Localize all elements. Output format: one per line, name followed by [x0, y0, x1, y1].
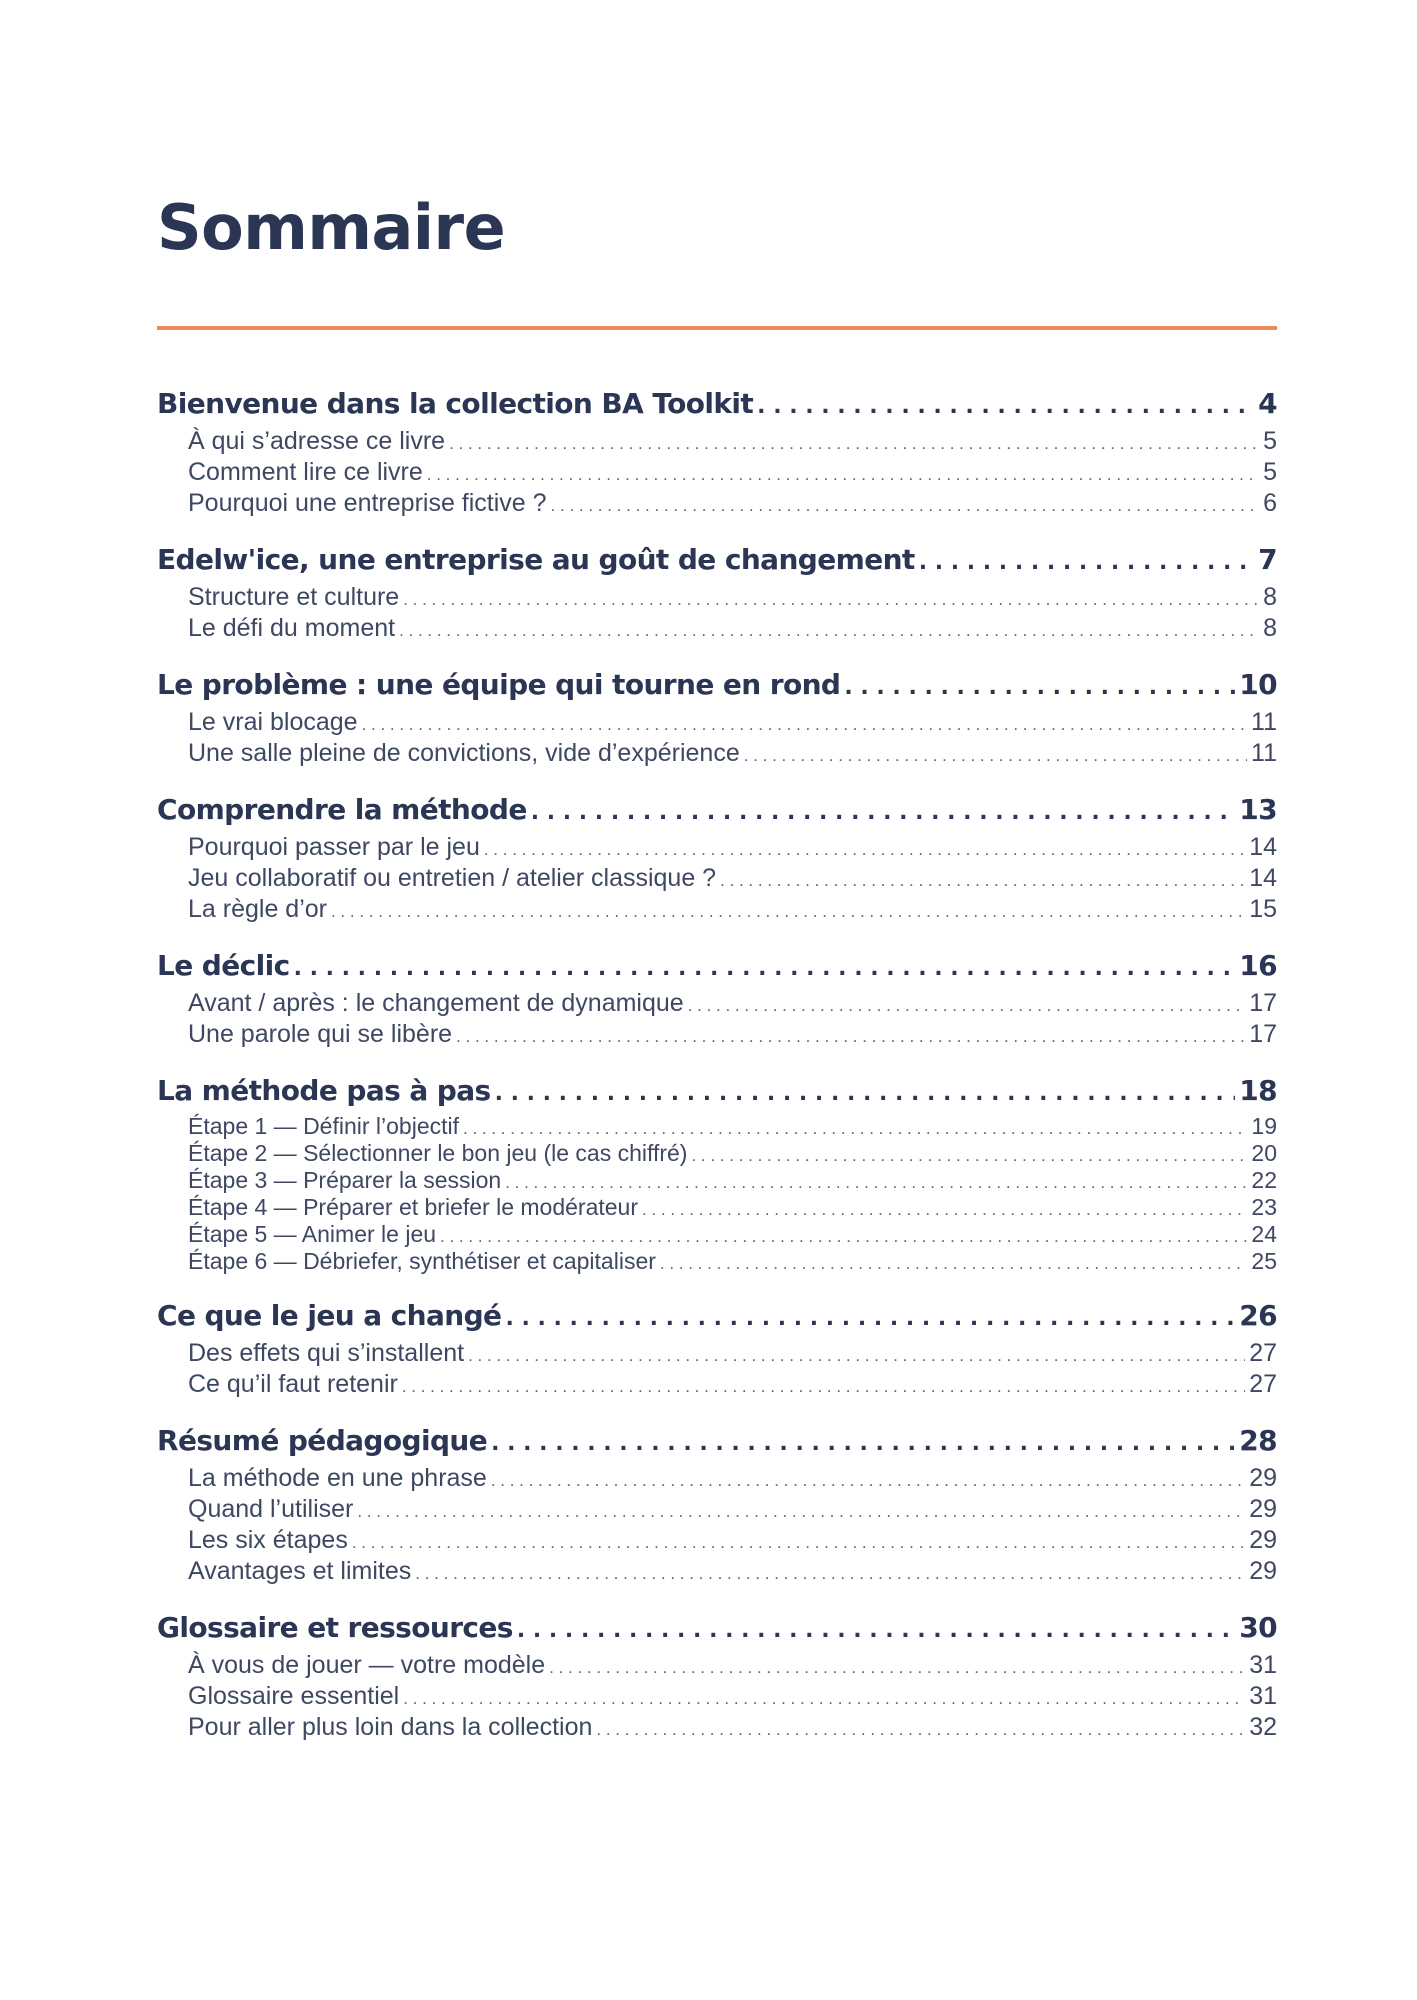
toc-chapter-entry[interactable] [157, 665, 1277, 708]
toc-chapter-entry[interactable] [157, 1296, 1277, 1339]
dot-leader [495, 1074, 1236, 1114]
toc-subsection-entry[interactable] [157, 1682, 1277, 1713]
chapter-page-number: 28 [1239, 1424, 1277, 1457]
subsection-page-number: 11 [1251, 708, 1277, 736]
chapter-page-number: 30 [1239, 1611, 1277, 1644]
toc-chapter-entry[interactable] [157, 946, 1277, 989]
section-spacer [157, 1276, 1277, 1296]
chapter-title: Comprendre la méthode [157, 793, 527, 826]
subsection-title: Étape 5 — Animer le jeu [188, 1221, 437, 1247]
subsection-page-number: 11 [1251, 739, 1277, 767]
section-spacer [157, 520, 1277, 540]
dot-leader [491, 1466, 1245, 1495]
toc-section [157, 1296, 1277, 1401]
toc-subsection-entry[interactable] [157, 895, 1277, 926]
subsection-page-number: 8 [1263, 583, 1277, 611]
toc-section [157, 1421, 1277, 1588]
chapter-title: Résumé pédagogique [157, 1424, 488, 1457]
subsection-title: Des effets qui s’installent [188, 1339, 465, 1367]
dot-leader [463, 1116, 1247, 1141]
chapter-page-number: 7 [1258, 543, 1277, 576]
subsection-page-number: 29 [1249, 1464, 1277, 1492]
subsection-title: Étape 6 — Débriefer, synthétiser et capitaliser [188, 1248, 656, 1274]
subsection-page-number: 27 [1249, 1370, 1277, 1398]
dot-leader [517, 1611, 1235, 1651]
toc-chapter-entry[interactable] [157, 1608, 1277, 1651]
subsection-title: Étape 3 — Préparer la session [188, 1167, 502, 1193]
toc-subsection-entry[interactable] [157, 739, 1277, 770]
toc-chapter-entry[interactable] [157, 540, 1277, 583]
subsection-title: Les six étapes [188, 1526, 348, 1554]
subsection-page-number: 19 [1251, 1113, 1277, 1139]
toc-subsection-entry[interactable] [157, 583, 1277, 614]
toc-subsection-entry[interactable] [157, 1339, 1277, 1370]
toc-section [157, 790, 1277, 926]
dot-leader [596, 1715, 1245, 1744]
subsection-title: À vous de jouer — votre modèle [188, 1651, 546, 1679]
dot-leader [415, 1559, 1245, 1588]
toc-chapter-entry[interactable] [157, 790, 1277, 833]
toc-subsection-entry[interactable] [157, 833, 1277, 864]
table-of-contents [157, 384, 1277, 1744]
toc-subsection-entry[interactable] [157, 1651, 1277, 1682]
dot-leader [352, 1528, 1245, 1557]
dot-leader [440, 1224, 1247, 1249]
toc-subsection-entry[interactable] [157, 1370, 1277, 1401]
page-title: Sommaire [157, 191, 506, 264]
toc-subsection-entry[interactable] [157, 1464, 1277, 1495]
chapter-title: La méthode pas à pas [157, 1074, 491, 1107]
dot-leader [331, 897, 1245, 926]
subsection-title: Le vrai blocage [188, 708, 358, 736]
subsection-title: Quand l’utiliser [188, 1495, 354, 1523]
subsection-title: Le défi du moment [188, 614, 396, 642]
subsection-page-number: 5 [1263, 427, 1277, 455]
dot-leader [688, 991, 1245, 1020]
chapter-title: Glossaire et ressources [157, 1611, 513, 1644]
subsection-page-number: 23 [1251, 1194, 1277, 1220]
dot-leader [403, 585, 1259, 614]
chapter-title: Le problème : une équipe qui tourne en rond [157, 668, 841, 701]
subsection-page-number: 32 [1249, 1713, 1277, 1741]
dot-leader [551, 491, 1260, 520]
toc-section [157, 384, 1277, 520]
subsection-title: Étape 4 — Préparer et briefer le modérateur [188, 1194, 639, 1220]
toc-subsection-entry[interactable] [157, 1222, 1277, 1249]
chapter-page-number: 13 [1239, 793, 1277, 826]
subsection-page-number: 6 [1263, 489, 1277, 517]
dot-leader [484, 835, 1245, 864]
dot-leader [844, 668, 1235, 708]
subsection-page-number: 29 [1249, 1526, 1277, 1554]
toc-subsection-entry[interactable] [157, 1713, 1277, 1744]
dot-leader [757, 387, 1254, 427]
dot-leader [399, 616, 1259, 645]
subsection-page-number: 5 [1263, 458, 1277, 486]
toc-subsection-entry[interactable] [157, 1526, 1277, 1557]
subsection-title: Structure et culture [188, 583, 400, 611]
chapter-page-number: 10 [1239, 668, 1277, 701]
subsection-page-number: 22 [1251, 1167, 1277, 1193]
dot-leader [357, 1497, 1245, 1526]
subsection-title: Avant / après : le changement de dynamique [188, 989, 684, 1017]
dot-leader [642, 1197, 1247, 1222]
subsection-page-number: 14 [1249, 833, 1277, 861]
toc-subsection-entry[interactable] [157, 1495, 1277, 1526]
subsection-title: Pourquoi une entreprise fictive ? [188, 489, 547, 517]
chapter-page-number: 26 [1239, 1299, 1277, 1332]
dot-leader [531, 793, 1236, 833]
toc-section [157, 665, 1277, 770]
toc-subsection-entry[interactable] [157, 614, 1277, 645]
subsection-page-number: 24 [1251, 1221, 1277, 1247]
title-divider [157, 326, 1277, 330]
dot-leader [362, 710, 1247, 739]
toc-chapter-entry[interactable] [157, 1421, 1277, 1464]
toc-section [157, 946, 1277, 1051]
toc-subsection-entry[interactable] [157, 1249, 1277, 1276]
dot-leader [919, 543, 1254, 583]
subsection-page-number: 29 [1249, 1557, 1277, 1585]
subsection-page-number: 20 [1251, 1140, 1277, 1166]
dot-leader [549, 1653, 1245, 1682]
subsection-title: Une salle pleine de convictions, vide d’expérience [188, 739, 740, 767]
subsection-page-number: 29 [1249, 1495, 1277, 1523]
subsection-page-number: 31 [1249, 1651, 1277, 1679]
toc-chapter-entry[interactable] [157, 1071, 1277, 1114]
dot-leader [468, 1341, 1245, 1370]
subsection-title: Glossaire essentiel [188, 1682, 400, 1710]
dot-leader [427, 460, 1259, 489]
subsection-title: Étape 2 — Sélectionner le bon jeu (le cas chiffré) [188, 1140, 688, 1166]
toc-subsection-entry[interactable] [157, 1557, 1277, 1588]
subsection-page-number: 14 [1249, 864, 1277, 892]
chapter-title: Edelw'ice, une entreprise au goût de changement [157, 543, 915, 576]
chapter-page-number: 4 [1258, 387, 1277, 420]
dot-leader [691, 1143, 1247, 1168]
dot-leader [660, 1251, 1248, 1276]
toc-subsection-entry[interactable] [157, 989, 1277, 1020]
toc-section [157, 1608, 1277, 1744]
section-spacer [157, 770, 1277, 790]
chapter-page-number: 18 [1239, 1074, 1277, 1107]
subsection-title: À qui s’adresse ce livre [188, 427, 446, 455]
toc-subsection-entry[interactable] [157, 708, 1277, 739]
subsection-page-number: 17 [1249, 1020, 1277, 1048]
section-spacer [157, 1051, 1277, 1071]
dot-leader [294, 949, 1236, 989]
chapter-title: Le déclic [157, 949, 290, 982]
subsection-title: Jeu collaboratif ou entretien / atelier classique ? [188, 864, 717, 892]
dot-leader [402, 1372, 1245, 1401]
section-spacer [157, 645, 1277, 665]
dot-leader [491, 1424, 1235, 1464]
chapter-title: Bienvenue dans la collection BA Toolkit [157, 387, 754, 420]
toc-subsection-entry[interactable] [157, 1195, 1277, 1222]
subsection-title: La règle d’or [188, 895, 327, 923]
section-spacer [157, 1401, 1277, 1421]
dot-leader [449, 429, 1259, 458]
toc-subsection-entry[interactable] [157, 1020, 1277, 1051]
subsection-page-number: 17 [1249, 989, 1277, 1017]
subsection-title: Une parole qui se libère [188, 1020, 453, 1048]
subsection-title: Ce qu’il faut retenir [188, 1370, 398, 1398]
subsection-page-number: 15 [1249, 895, 1277, 923]
toc-subsection-entry[interactable] [157, 489, 1277, 520]
toc-subsection-entry[interactable] [157, 1114, 1277, 1141]
section-spacer [157, 926, 1277, 946]
subsection-title: Pourquoi passer par le jeu [188, 833, 480, 861]
toc-subsection-entry[interactable] [157, 864, 1277, 895]
subsection-page-number: 31 [1249, 1682, 1277, 1710]
toc-section [157, 540, 1277, 645]
dot-leader [456, 1022, 1245, 1051]
toc-subsection-entry[interactable] [157, 1168, 1277, 1195]
subsection-title: Étape 1 — Définir l’objectif [188, 1113, 460, 1139]
toc-chapter-entry[interactable] [157, 384, 1277, 427]
subsection-title: Comment lire ce livre [188, 458, 423, 486]
dot-leader [505, 1299, 1235, 1339]
chapter-page-number: 16 [1239, 949, 1277, 982]
subsection-title: Avantages et limites [188, 1557, 412, 1585]
subsection-page-number: 8 [1263, 614, 1277, 642]
subsection-title: Pour aller plus loin dans la collection [188, 1713, 593, 1741]
toc-subsection-entry[interactable] [157, 1141, 1277, 1168]
toc-subsection-entry[interactable] [157, 427, 1277, 458]
dot-leader [403, 1684, 1245, 1713]
dot-leader [744, 741, 1247, 770]
subsection-page-number: 27 [1249, 1339, 1277, 1367]
dot-leader [505, 1170, 1247, 1195]
subsection-title: La méthode en une phrase [188, 1464, 487, 1492]
section-spacer [157, 1588, 1277, 1608]
dot-leader [720, 866, 1245, 895]
toc-subsection-entry[interactable] [157, 458, 1277, 489]
chapter-title: Ce que le jeu a changé [157, 1299, 502, 1332]
toc-section [157, 1071, 1277, 1276]
subsection-page-number: 25 [1251, 1248, 1277, 1274]
